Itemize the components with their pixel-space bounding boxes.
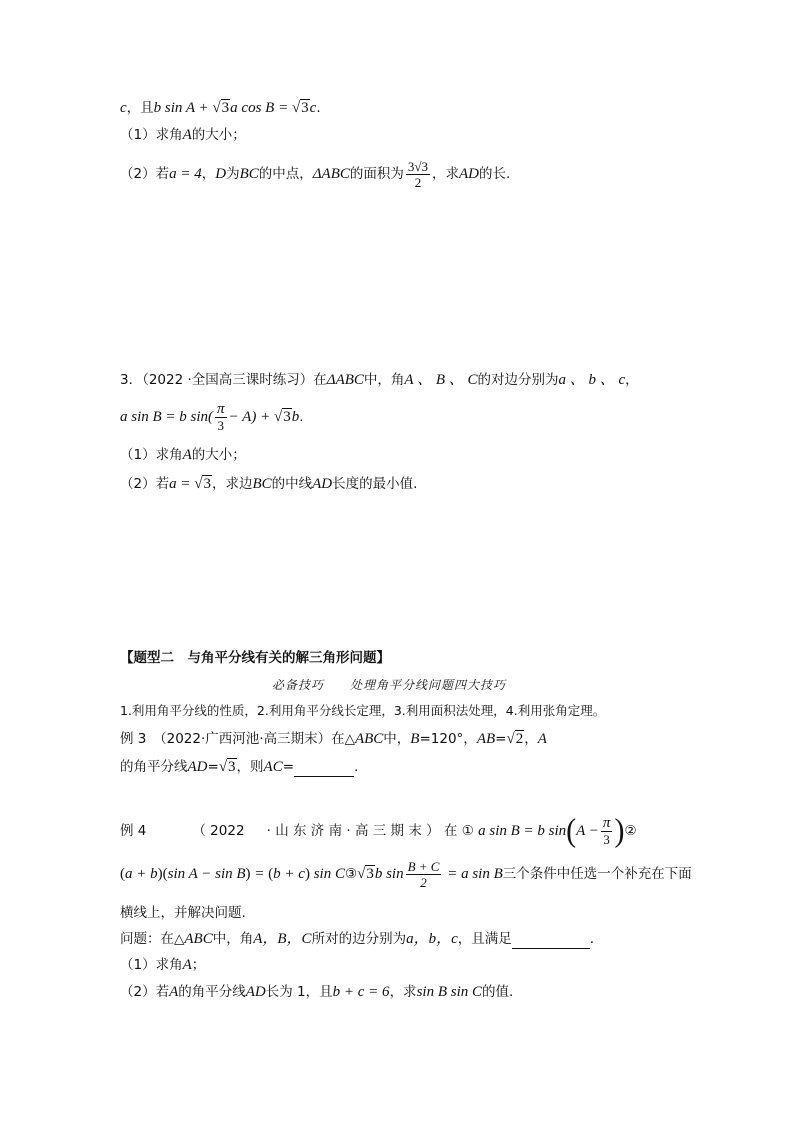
math: AD <box>187 759 208 775</box>
text: 的中线 <box>271 476 313 492</box>
math: BC <box>252 476 272 492</box>
text: 中， <box>383 731 411 747</box>
text: 的角平分线 <box>178 984 246 1000</box>
math: sin A − sin B <box>167 866 246 882</box>
circled-2: ② <box>624 823 637 839</box>
numerator: B + C <box>407 858 440 874</box>
example-4-problem <box>120 929 594 949</box>
math: b sin <box>374 866 404 882</box>
tips-list: 1.利用角平分线的性质，2.利用角平分线长定理，3.利用面积法处理，4.利用张角定理。 <box>120 703 606 718</box>
text: ，且满足 <box>457 931 512 947</box>
math: b + c <box>273 866 305 882</box>
math: A <box>182 447 192 463</box>
text: ， <box>201 166 216 182</box>
text: 例 4 <box>120 823 147 839</box>
fraction <box>601 816 613 847</box>
math: b <box>291 409 300 425</box>
math: − A) + <box>228 409 274 425</box>
text: 的大小； <box>191 447 246 463</box>
text: 的面积为 <box>349 166 404 182</box>
denominator: 2 <box>414 174 422 190</box>
text: 为 <box>226 166 240 182</box>
math: = a sin B <box>443 866 503 882</box>
text: 所对的边分别为 <box>311 931 407 947</box>
math: ΔABC <box>312 166 350 182</box>
text: ，且 <box>126 100 154 116</box>
q3-heading <box>120 370 639 390</box>
math: A <box>182 957 192 973</box>
denominator: 2 <box>420 874 427 890</box>
math: AC <box>263 759 283 775</box>
example-3-line2 <box>120 757 358 777</box>
fraction <box>406 859 442 890</box>
text: （1）求角 <box>120 957 183 973</box>
text: ； <box>191 957 206 973</box>
numerator: 3√3 <box>407 158 429 174</box>
text: ， <box>625 372 639 388</box>
q2-part1 <box>120 125 246 145</box>
sqrt-radicand: 3 <box>221 100 230 116</box>
text: 的角平分线 <box>120 759 188 775</box>
paren: ) <box>614 812 625 849</box>
paren: ( <box>120 866 125 882</box>
text: （ 2022 · 山 东 济 南 · 高 三 期 末 ） 在 ① <box>192 823 474 839</box>
text: 例 3 （2022·广西河池·高三期末）在△ <box>120 731 355 747</box>
q2-condition-line <box>120 98 321 118</box>
math: A 、 B 、 C <box>404 372 478 388</box>
math: A <box>537 731 547 747</box>
q3-part2 <box>120 474 417 494</box>
text: 中，角 <box>363 372 405 388</box>
math: a sin B = b sin <box>478 823 567 839</box>
math: = <box>250 866 269 882</box>
math: sin B sin C <box>416 984 482 1000</box>
sqrt-sign: √ <box>212 100 221 116</box>
math: A − <box>576 823 599 839</box>
math-c: c <box>120 100 127 116</box>
paren: ( <box>566 812 577 849</box>
math: ABC <box>354 731 384 747</box>
text: = <box>495 731 507 747</box>
denominator: 3 <box>603 831 610 847</box>
text: （1）求角 <box>120 447 183 463</box>
math: D <box>215 166 227 182</box>
section-title: 【题型二 与角平分线有关的解三角形问题】 <box>120 650 390 666</box>
text: 问题：在△ <box>120 931 185 947</box>
math: B <box>410 731 420 747</box>
math: c <box>309 100 317 116</box>
q3-part1 <box>120 445 246 465</box>
sqrt-radicand: 2 <box>515 731 524 747</box>
math: a sin B = b sin( <box>120 409 214 425</box>
paren: ) <box>304 866 310 882</box>
text: （2）若 <box>120 984 170 1000</box>
math: a + b <box>125 866 158 882</box>
numerator: π <box>602 814 611 831</box>
sqrt-sign: √ <box>357 866 366 882</box>
q3-equation <box>120 400 303 434</box>
text: ，求 <box>389 984 417 1000</box>
example-4-line1 <box>120 813 637 849</box>
text: 的长. <box>479 166 511 182</box>
sqrt-radicand: 3 <box>366 866 374 882</box>
text: ，求边 <box>211 476 253 492</box>
sqrt-radicand: 3 <box>301 100 309 116</box>
text: ， <box>524 731 538 747</box>
sqrt-sign: √ <box>218 759 228 775</box>
example-4-line3: 横线上，并解决问题. <box>120 905 246 921</box>
sqrt-sign: √ <box>273 409 283 425</box>
math: a = <box>169 476 195 492</box>
sqrt-sign: √ <box>506 731 515 747</box>
math: b + c = 6 <box>332 984 390 1000</box>
math: a = 4 <box>169 166 202 182</box>
sqrt-sign: √ <box>291 100 301 116</box>
math: a，b，c <box>406 931 458 947</box>
math: AD <box>459 166 480 182</box>
text: 长为 1，且 <box>265 984 333 1000</box>
sqrt-radicand: 3 <box>228 759 236 775</box>
text: 中，角 <box>212 931 254 947</box>
math: AD <box>245 984 266 1000</box>
text: . <box>316 100 321 116</box>
condition-blank[interactable] <box>512 934 590 949</box>
text: （1）求角 <box>120 127 183 143</box>
paren: ( <box>268 866 274 882</box>
text: . <box>589 931 595 947</box>
math: A <box>182 127 192 143</box>
math: b sin A + <box>153 100 213 116</box>
tips-title: 必备技巧 处理角平分线问题四大技巧 <box>272 678 507 692</box>
example-3-line1 <box>120 729 547 749</box>
denominator: 3 <box>217 417 225 433</box>
text: （2）若 <box>120 476 170 492</box>
answer-blank[interactable] <box>294 762 354 777</box>
text: 的大小； <box>191 127 246 143</box>
text: 的对边分别为 <box>477 372 559 388</box>
text: 长度的最小值. <box>332 476 418 492</box>
sqrt-radicand: 3 <box>203 476 211 492</box>
sqrt-sign: √ <box>194 476 203 492</box>
paren: )( <box>157 866 168 882</box>
math: A <box>169 984 179 1000</box>
math: AB <box>476 731 496 747</box>
example-4-line2 <box>120 858 692 890</box>
text: 3．（2022 ·全国高三课时练习）在 <box>120 372 327 388</box>
text: ，求 <box>432 166 460 182</box>
sqrt-radicand: 3 <box>283 409 291 425</box>
text: ，则 <box>236 759 264 775</box>
circled-3: ③ <box>344 866 358 882</box>
text: 的值. <box>482 984 514 1000</box>
text: = <box>282 759 295 775</box>
text: （2）若 <box>120 166 170 182</box>
math: ΔABC <box>326 372 364 388</box>
math: BC <box>239 166 259 182</box>
paren: ) <box>245 866 251 882</box>
math: sin C <box>309 866 345 882</box>
math: a 、 b 、 c <box>558 372 626 388</box>
math: ABC <box>184 931 213 947</box>
math: a cos B = <box>230 100 292 116</box>
text: . <box>354 759 359 775</box>
text: =120°， <box>419 731 477 747</box>
text: = <box>207 759 219 775</box>
numerator: π <box>217 400 225 417</box>
math: A，B，C <box>253 931 312 947</box>
q2-part2 <box>120 158 510 190</box>
text: . <box>299 409 304 425</box>
math: AD <box>312 476 333 492</box>
fraction <box>406 159 430 190</box>
text: 的中点， <box>258 166 313 182</box>
fraction <box>215 402 227 433</box>
text: 三个条件中任选一个补充在下面 <box>502 866 692 882</box>
example-4-part1 <box>120 955 205 975</box>
example-4-part2 <box>120 982 513 1002</box>
